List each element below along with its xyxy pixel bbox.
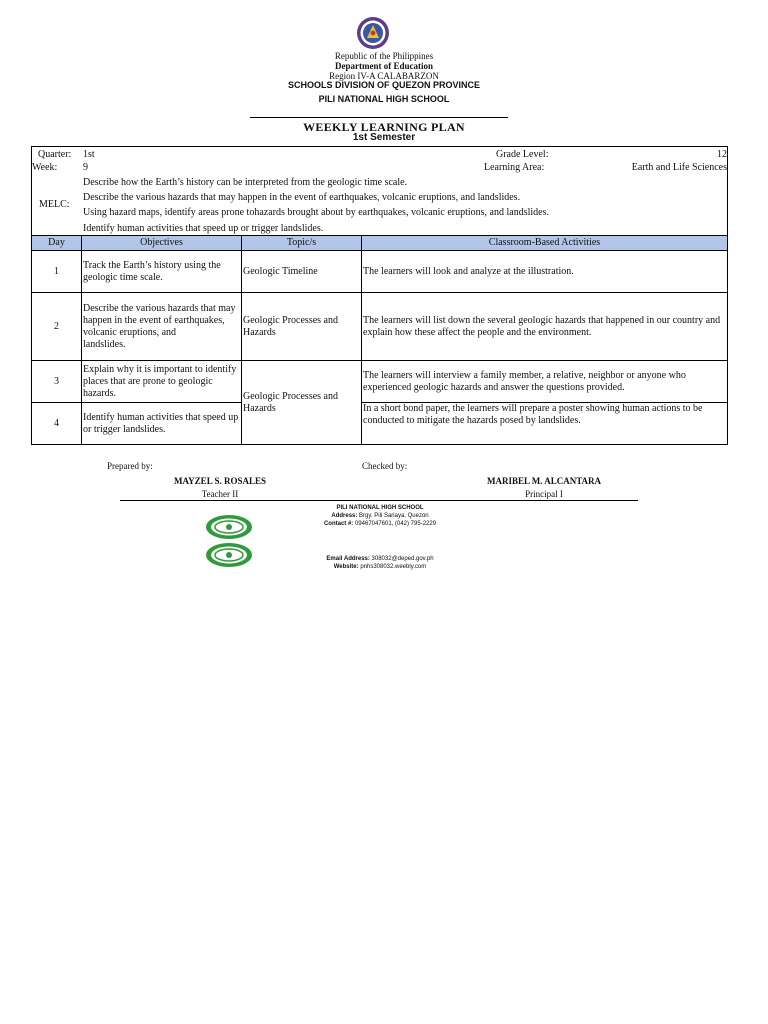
objective-cell: Explain why it is important to identify places that are prone to geologic hazards. — [82, 361, 242, 403]
signature-line — [120, 500, 638, 501]
footer-email-value: 308032@deped.gov.ph — [371, 556, 434, 562]
footer-contact — [280, 520, 480, 528]
objective-line: volcanic eruptions, and — [83, 326, 177, 338]
objective-cell: Track the Earth’s history using the geologic time scale. — [82, 251, 242, 293]
table-row — [32, 403, 728, 445]
topic-cell: Geologic Processes and Hazards — [242, 293, 362, 361]
header-department: Department of Education — [335, 61, 433, 71]
footer-school-name: PILI NATIONAL HIGH SCHOOL — [336, 505, 424, 511]
header-country: Republic of the Philippines — [334, 51, 434, 61]
header-division: SCHOOLS DIVISION OF QUEZON PROVINCE — [287, 80, 481, 90]
objective-cell: Identify human activities that speed up or trigger landslides. — [82, 403, 242, 445]
header-region: Region IV-A CALABARZON — [329, 71, 439, 81]
table-row — [32, 293, 728, 361]
melc-item: Describe the various hazards that may happen in the event of earthquakes, volcanic eruptions, and landslides. — [83, 192, 521, 203]
day-cell: 4 — [32, 403, 82, 445]
quarter-label: Quarter: — [38, 149, 72, 160]
table-row — [32, 361, 728, 403]
footer-email-label: Email Address: — [326, 556, 370, 562]
checked-by-label: Checked by: — [362, 461, 408, 471]
footer-contact-label: Contact #: — [323, 521, 354, 527]
prepared-by-name: MAYZEL S. ROSALES — [174, 476, 266, 486]
footer-address-value: Brgy. Pili Sariaya, Quezon — [359, 513, 429, 519]
column-header-activities: Classroom-Based Activities — [362, 236, 728, 251]
header-divider — [250, 117, 508, 118]
checked-by-name: MARIBEL M. ALCANTARA — [486, 476, 602, 486]
checked-by-title: Principal I — [525, 489, 563, 499]
activity-cell: The learners will interview a family member, a relative, neighbor or anyone who experienced geologic hazards and answer the questions provided. — [362, 361, 728, 403]
school-logo-icon — [205, 514, 253, 540]
melc-item: Using hazard maps, identify areas prone tohazards brought about by earthquakes, volcanic eruptions, and landslides. — [83, 207, 549, 218]
school-logo-icon — [205, 542, 253, 568]
footer-website-value: pnhs308032.weebly.com — [360, 564, 427, 570]
day-cell: 1 — [32, 251, 82, 293]
topic-cell: Geologic Timeline — [242, 251, 362, 293]
prepared-by-label: Prepared by: — [107, 461, 153, 471]
quarter-value: 1st — [83, 149, 95, 160]
activity-cell: In a short bond paper, the learners will prepare a poster showing human actions to be conducted to mitigate the hazards posed by landslides. — [362, 403, 728, 445]
column-header-day: Day — [32, 236, 82, 251]
objective-cell — [82, 293, 242, 361]
page-title: WEEKLY LEARNING PLAN — [303, 120, 465, 134]
melc-item: Describe how the Earth’s history can be interpreted from the geologic time scale. — [83, 177, 408, 188]
table-header-row — [32, 236, 728, 251]
objective-line: landslides. — [83, 338, 126, 350]
grade-level-label: Grade Level: — [496, 149, 549, 160]
day-cell: 3 — [32, 361, 82, 403]
footer-contact-value: 09467047601, (042) 795-2229 — [354, 521, 437, 527]
objective-line: Describe the various hazards that may happen in the event of earthquakes, — [83, 302, 236, 326]
learning-area-label: Learning Area: — [484, 162, 545, 173]
melc-item: Identify human activities that speed up or trigger landslides. — [83, 223, 324, 234]
prepared-by-title: Teacher II — [201, 489, 239, 499]
header-school: PILI NATIONAL HIGH SCHOOL — [318, 94, 450, 104]
topic-cell: Geologic Processes and Hazards — [242, 361, 362, 445]
footer-website — [280, 563, 480, 571]
melc-label: MELC: — [39, 199, 70, 210]
learning-area-value: Earth and Life Sciences — [631, 162, 727, 173]
grade-level-value: 12 — [717, 149, 727, 160]
activity-cell: The learners will list down the several geologic hazards that happened in our country and explain how these affect the people and the environment. — [362, 293, 728, 361]
weekly-plan-table — [31, 235, 728, 445]
table-row — [32, 251, 728, 293]
week-label: Week: — [32, 162, 58, 173]
footer-website-label: Website: — [333, 564, 359, 570]
page-subtitle: 1st Semester — [352, 132, 416, 143]
day-cell: 2 — [32, 293, 82, 361]
column-header-topics: Topic/s — [242, 236, 362, 251]
column-header-objectives: Objectives — [82, 236, 242, 251]
footer-address — [280, 512, 480, 520]
plan-info-box — [31, 146, 728, 236]
footer-email — [280, 555, 480, 563]
activity-cell: The learners will look and analyze at the illustration. — [362, 251, 728, 293]
footer-address-label: Address: — [331, 513, 358, 519]
deped-seal-icon — [356, 16, 390, 50]
week-value: 9 — [83, 162, 88, 173]
